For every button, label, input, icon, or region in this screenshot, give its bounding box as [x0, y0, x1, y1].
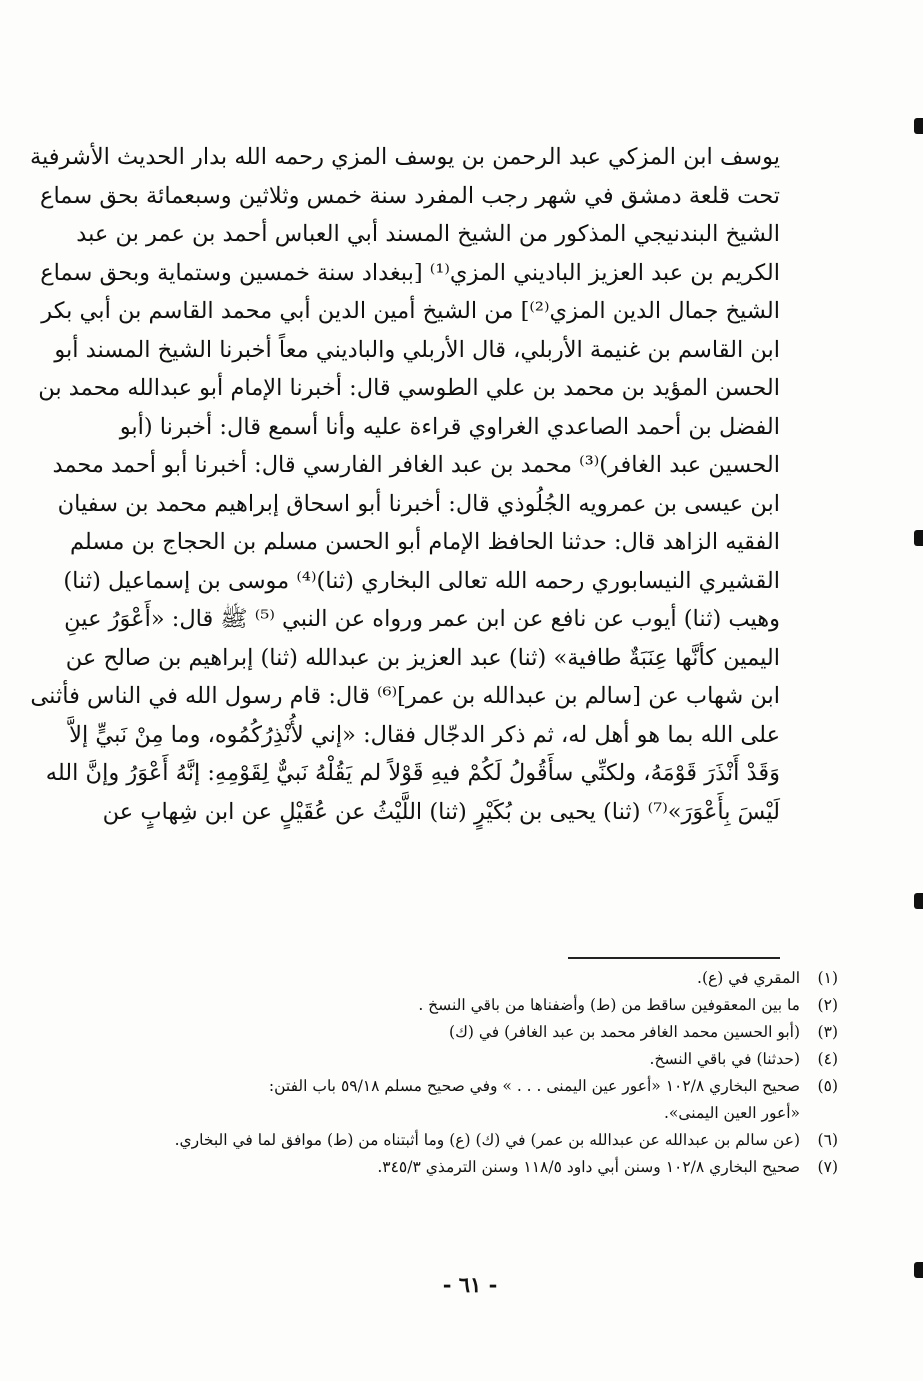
- text-line: الشيخ البندنيجي المذكور من الشيخ المسند أبي العباس أحمد بن عمر بن عبد: [76, 221, 780, 247]
- text-line: على الله بما هو أهل له، ثم ذكر الدجّال فقال: «إني لأُنْذِرُكُمُوه، وما مِنْ نَبيٍّ إلاَّ: [69, 721, 780, 748]
- footnote-text: (عن سالم بن عبدالله عن عبدالله بن عمر) في (ك) (ع) وما أثبتناه من (ط) موافق لما في البخاري.: [174, 1131, 800, 1149]
- footnote-text: المقري في (ع).: [697, 969, 800, 987]
- footnote-number: (٦): [817, 1131, 838, 1149]
- text-line: الحسين عبد الغافر)⁽³⁾ محمد بن عبد الغافر الفارسي قال: أخبرنا أبو أحمد محمد: [52, 452, 780, 478]
- footnote-4: [140, 1046, 838, 1073]
- edge-mark: [914, 530, 923, 546]
- footnote-6: [140, 1127, 838, 1154]
- footnote-number: (٤): [817, 1050, 838, 1068]
- footnote-continuation: «أعور العين اليمنى».: [663, 1104, 800, 1122]
- edge-mark: [914, 893, 923, 909]
- footnote-5: [140, 1073, 838, 1100]
- footnote-text: (أبو الحسين محمد الغافر محمد بن عبد الغافر) في (ك): [449, 1023, 800, 1041]
- text-line: لَيْسَ بِأَعْوَرَ»⁽⁷⁾ (ثنا) يحيى بن بُكَيْرٍ (ثنا) اللَّيْثُ عن عُقَيْلٍ عن ابن شِهابٍ عن: [102, 798, 780, 825]
- text-line: وهيب (ثنا) أيوب عن نافع عن ابن عمر ورواه عن النبي ⁽⁵⁾ ﷺ قال: «أَعْوَرُ عينِ: [64, 606, 780, 632]
- edge-mark: [914, 118, 923, 134]
- text-line: القشيري النيسابوري رحمه الله تعالى البخاري (ثنا)⁽⁴⁾ موسى بن إسماعيل (ثنا): [63, 567, 780, 594]
- text-line: تحت قلعة دمشق في شهر رجب المفرد سنة خمس وثلاثين وسبعمائة بحق سماع: [40, 182, 780, 209]
- footnote-2: [140, 992, 838, 1019]
- footnotes: [140, 965, 838, 1181]
- main-text: [29, 138, 780, 831]
- page-number: - ٦١ -: [442, 1272, 498, 1297]
- footnote-number: (١): [817, 969, 838, 987]
- footnote-number: (٧): [817, 1158, 838, 1176]
- text-line: الحسن المؤيد بن محمد بن علي الطوسي قال: أخبرنا الإمام أبو عبدالله محمد بن: [38, 375, 780, 401]
- text-line: الفقيه الزاهد قال: حدثنا الحافظ الإمام أبو الحسن مسلم بن الحجاج بن مسلم: [69, 529, 780, 555]
- footnote-3: [140, 1019, 838, 1046]
- edge-mark: [914, 1262, 923, 1278]
- footnote-7: [140, 1154, 838, 1181]
- text-line: اليمين كأنَّها عِنَبَةٌ طافية» (ثنا) عبد العزيز بن عبدالله (ثنا) إبراهيم بن صالح عن: [65, 644, 780, 671]
- footnote-text: صحيح البخاري ١٠٢/٨ «أعور عين اليمنى . . . » وفي صحيح مسلم ٥٩/١٨ باب الفتن:: [268, 1077, 800, 1095]
- footnote-text: صحيح البخاري ١٠٢/٨ وسنن أبي داود ١١٨/٥ وسنن الترمذي ٣٤٥/٣.: [377, 1158, 800, 1176]
- footnote-1: [140, 965, 838, 992]
- text-line: وَقَدْ أَنْذَرَ قَوْمَهُ، ولكنِّي سأَقُولُ لَكُمْ فيهِ قَوْلاً لم يَقُلْهُ نَبيٌّ لِقَوْمِهِ: إنَّهُ أَعْوَرُ وإنَّ الله: [45, 760, 780, 786]
- text-line: ابن شهاب عن [سالم بن عبدالله بن عمر]⁽⁶⁾ قال: قام رسول الله في الناس فأثنى: [30, 683, 780, 709]
- text-line: ابن عيسى بن عمرويه الجُلُوذي قال: أخبرنا أبو اسحاق إبراهيم محمد بن سفيان: [57, 490, 780, 517]
- footnote-number: (٥): [817, 1077, 838, 1095]
- footnote-separator: [568, 957, 780, 959]
- text-line: الفضل بن أحمد الصاعدي الغراوي قراءة عليه وأنا أسمع قال: أخبرنا (أبو: [119, 413, 780, 440]
- text-line: الكريم بن عبد العزيز الباديني المزي⁽¹⁾ [ببغداد سنة خمسين وستماية وبحق سماع: [40, 259, 780, 286]
- text-line: يوسف ابن المزكي عبد الرحمن بن يوسف المزي رحمه الله بدار الحديث الأشرفية: [29, 144, 780, 170]
- text-line: ابن القاسم بن غنيمة الأربلي، قال الأربلي والباديني معاً أخبرنا الشيخ المسند أبو: [54, 336, 780, 363]
- footnote-text: ما بين المعقوفين ساقط من (ط) وأضفناها من باقي النسخ .: [418, 996, 800, 1014]
- footnote-number: (٢): [817, 996, 838, 1014]
- footnote-text: (حدثنا) في باقي النسخ.: [649, 1050, 800, 1068]
- footnote-number: (٣): [817, 1023, 838, 1041]
- text-line: الشيخ جمال الدين المزي⁽²⁾] من الشيخ أمين الدين أبي محمد القاسم بن أبي بكر: [41, 298, 780, 324]
